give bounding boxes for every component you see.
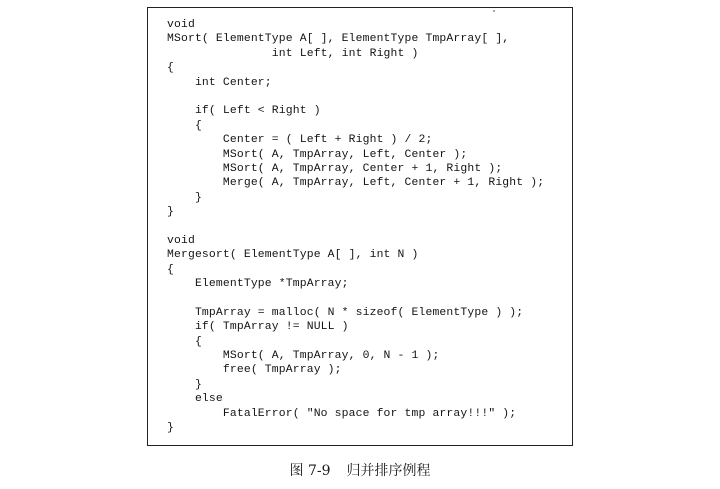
code-line: FatalError( "No space for tmp array!!!" ); <box>167 407 517 420</box>
code-line: else <box>167 393 223 406</box>
code-line: ElementType *TmpArray; <box>167 278 349 291</box>
code-line: { <box>167 335 202 348</box>
code-line: int Center; <box>167 76 272 89</box>
code-line <box>167 90 544 104</box>
code-line: Mergesort( ElementType A[ ], int N ) <box>167 249 419 262</box>
code-line <box>167 219 544 233</box>
code-line: Merge( A, TmpArray, Left, Center + 1, Right ); <box>167 177 545 190</box>
code-line: { <box>167 263 174 276</box>
code-line: void <box>167 19 195 31</box>
code-line: } <box>167 378 202 391</box>
code-line: MSort( ElementType A[ ], ElementType TmpArray[ ], <box>167 33 510 46</box>
code-line: MSort( A, TmpArray, Center + 1, Right ); <box>167 162 503 175</box>
code-line: if( TmpArray != NULL ) <box>167 321 349 334</box>
scan-speck <box>493 10 495 12</box>
code-line <box>167 291 544 305</box>
code-line: { <box>167 62 174 75</box>
code-line: } <box>167 191 202 204</box>
code-line: MSort( A, TmpArray, 0, N - 1 ); <box>167 349 440 362</box>
code-line: free( TmpArray ); <box>167 364 342 377</box>
code-line: { <box>167 119 202 132</box>
code-line: } <box>167 206 174 219</box>
code-line: MSort( A, TmpArray, Left, Center ); <box>167 148 468 161</box>
code-line: TmpArray = malloc( N * sizeof( ElementType ) ); <box>167 306 524 319</box>
code-line: int Left, int Right ) <box>167 47 419 60</box>
code-listing <box>167 18 544 435</box>
code-line: void <box>167 234 195 247</box>
code-line: Center = ( Left + Right ) / 2; <box>167 134 433 147</box>
code-line: } <box>167 421 174 434</box>
figure-caption <box>0 460 720 480</box>
code-line: if( Left < Right ) <box>167 105 321 118</box>
figure-title: 归并排序例程 <box>346 463 431 479</box>
figure-number: 图 7-9 <box>289 463 331 479</box>
